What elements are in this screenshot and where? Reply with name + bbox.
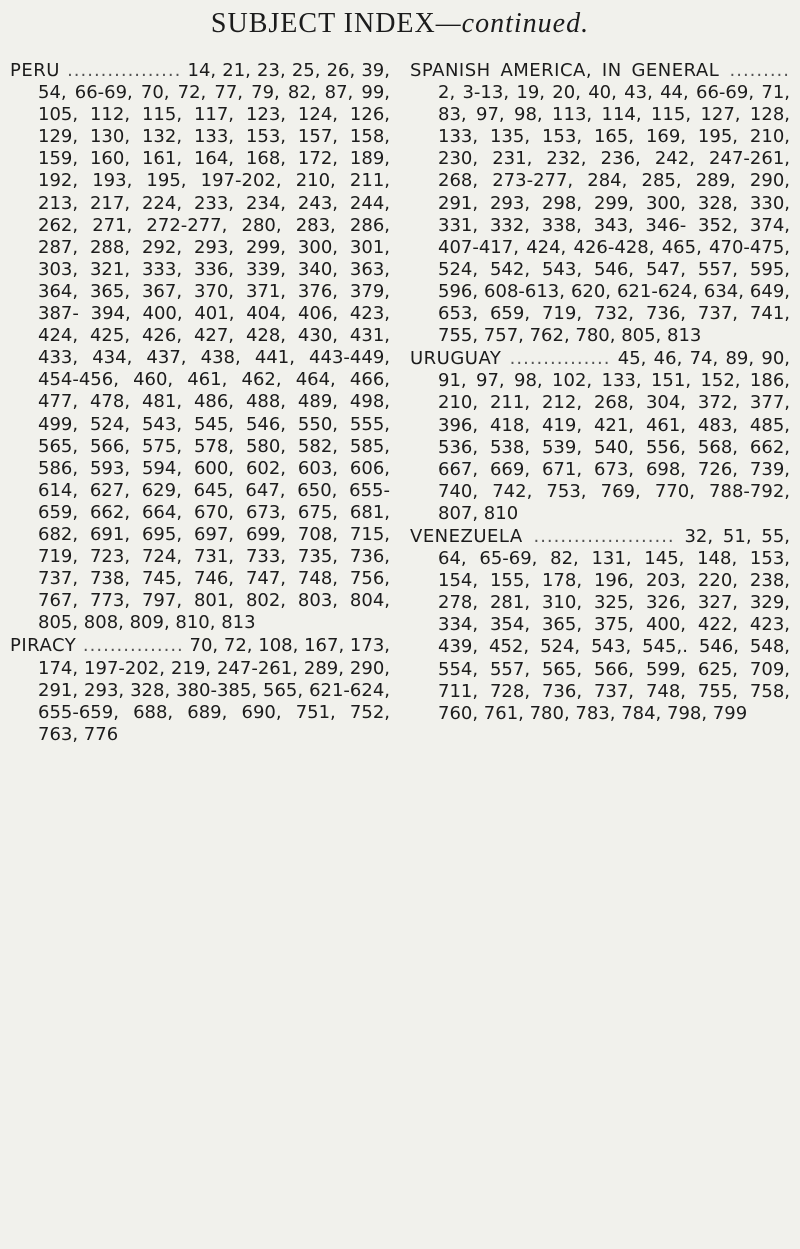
leader-dots: ...............: [501, 348, 611, 370]
entry-pages: 14, 21, 23, 25, 26, 39, 54, 66-69, 70, 72, 77, 79, 82, 87, 99, 105, 112, 115, 117, 123, 124, 126, 129, 130, 132, 133, 153, 157, 158, 159, 160, 161, 164, 168, 172, 189, 192, 193, 195, 197-202, 210, 211, 213, 217, 224, 233, 234, 243, 244, 262, 271, 272-277, 280, 283, 286, 287, 288, 292, 293, 299, 300, 301, 303, 321, 333, 336, 339, 340, 363, 364, 365, 367, 370, 371, 376, 379, 387- 394, 400, 401, 404, 406, 423, 424, 425, 426, 427, 428, 430, 431, 433, 434, 437, 438, 441, 443-449, 454-456, 460, 461, 462, 464, 466, 477, 478, 481, 486, 488, 489, 498, 499, 524, 543, 545, 546, 550, 555, 565, 566, 575, 578, 580, 582, 585, 586, 593, 594, 600, 602, 603, 606, 614, 627, 629, 645, 647, 650, 655-659, 662, 664, 670, 673, 675, 681, 682, 691, 695, 697, 699, 708, 715, 719, 723, 724, 731, 733, 735, 736, 737, 738, 745, 746, 747, 748, 756, 767, 773, 797, 801, 802, 803, 804, 805, 808, 809, 810, 813: [38, 60, 390, 634]
left-column: [10, 60, 390, 747]
title-continued: —continued.: [435, 8, 590, 39]
index-entry-spanish-america: [410, 60, 790, 347]
entry-term: URUGUAY: [410, 348, 502, 370]
leader-dots: ...............: [76, 635, 184, 657]
right-column: [410, 60, 790, 726]
index-entry-piracy: [10, 635, 390, 745]
entry-pages: 32, 51, 55, 64, 65-69, 82, 131, 145, 148, 153, 154, 155, 178, 196, 203, 220, 238, 278, 281, 310, 325, 326, 327, 329, 334, 354, 365, 375, 400, 422, 423, 439, 452, 524, 543, 545,. 546, 548, 554, 557, 565, 566, 599, 625, 709, 711, 728, 736, 737, 748, 755, 758, 760, 761, 780, 783, 784, 798, 799: [438, 525, 790, 724]
entry-pages: 45, 46, 74, 89, 90, 91, 97, 98, 102, 133, 151, 152, 186, 210, 211, 212, 268, 304, 372, 377, 396, 418, 419, 421, 461, 483, 485, 536, 538, 539, 540, 556, 568, 662, 667, 669, 671, 673, 698, 726, 739, 740, 742, 753, 769, 770, 788-792, 807, 810: [438, 348, 790, 524]
entry-pages: 2, 3-13, 19, 20, 40, 43, 44, 66-69, 71, 83, 97, 98, 113, 114, 115, 127, 128, 133, 135, 153, 165, 169, 195, 210, 230, 231, 232, 236, 242, 247-261, 268, 273-277, 284, 285, 289, 290, 291, 293, 298, 299, 300, 328, 330, 331, 332, 338, 343, 346- 352, 374, 407-417, 424, 426-428, 465, 470-475, 524, 542, 543, 546, 547, 557, 595, 596, 608-613, 620, 621-624, 634, 649, 653, 659, 719, 732, 736, 737, 741, 755, 757, 762, 780, 805, 813: [438, 82, 790, 347]
leader-dots: .........: [719, 60, 790, 81]
leader-dots: .....................: [522, 525, 675, 547]
leader-dots: .................: [59, 60, 182, 81]
entry-pages: 70, 72, 108, 167, 173, 174, 197-202, 219, 247-261, 289, 290, 291, 293, 328, 380-385, 565, 621-624, 655-659, 688, 689, 690, 751, 752, 763, 776: [38, 635, 390, 745]
entry-term: VENEZUELA: [410, 525, 523, 547]
entry-term: PIRACY: [10, 635, 77, 657]
entry-term: PERU: [10, 60, 60, 81]
page-title: [0, 8, 800, 40]
title-text: SUBJECT INDEX: [210, 8, 436, 39]
index-entry-uruguay: [410, 348, 790, 525]
index-entry-peru: [10, 60, 390, 634]
index-entry-venezuela: [410, 526, 790, 725]
entry-term: SPANISH AMERICA, IN GENERAL: [410, 60, 720, 81]
